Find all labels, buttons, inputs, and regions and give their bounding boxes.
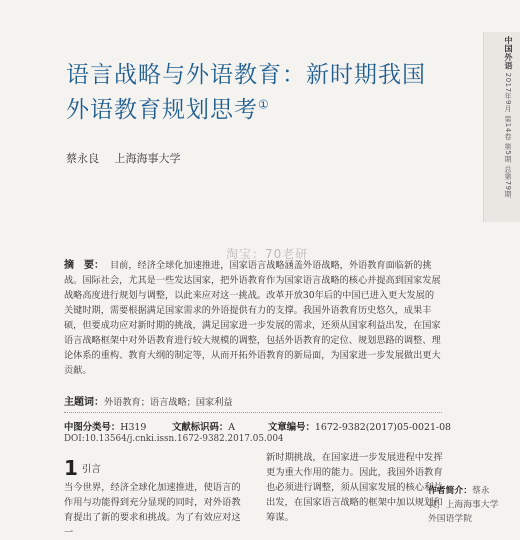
abstract-text: 目前，经济全球化加速推进，国家语言战略涵盖外语战略，外语教育面临新的挑战。国际社会，尤其是一些发达国家，把外语教育作为国家语言战略的核心并提高到国家发展战略高度进行规划与调整，以此来应对这一挑战。改革开放30年后的中国已进入更大发展的关键时期，需要根据满足国家需求的外语提供有力的支撑。我国外语教育历史悠久，成果丰硕，但要成功应对新时期的挑战，满足国家进一步发展的需求，还须从国家利益出发，在国家语言战略框架中对外语教育进行较大规模的调整，包括外语教育的定位、规划思路的调整、理论体系的重构、教育大纲的制定等，从而开拓外语教育的新局面，为国家进一步发展做出更大贡献。 [64,260,441,376]
clc-number: 中图分类号：H319 [64,422,147,433]
body-column-right: 新时期挑战，在国家进一步发展进程中发挥更为重大作用的能力。因此，我国外语教育也必须进行调整，须从国家发展的核心利益出发，在国家语言战略的框架中加以规划和筹谋。 [266,452,443,523]
meta-divider [64,412,442,413]
journal-side-strip [483,32,520,222]
section-heading [64,456,101,480]
doi: DOI:10.13564/j.cnki.issn.1672-9382.2017.05.004 [64,434,284,444]
keywords [64,393,442,408]
meta-row [64,419,452,434]
document-code: 文献标识码：A [172,422,236,433]
body-column-left: 当今世界，经济全球化加速推进，使语言的作用与功能得到充分显现的同时，对外语教育提出了新的要求和挑战。为了有效应对这一 [64,482,241,538]
abstract [64,258,442,378]
author-note-text: 蔡永良，上海海事大学外国语学院 [428,486,499,524]
author-note-label: 作者简介： [428,486,472,496]
article-title-text: 语言战略与外语教育：新时期我国外语教育规划思考 [66,62,426,123]
abstract-label: 摘 要： [64,260,104,271]
author-affiliation: 上海海事大学 [114,152,181,165]
article-meta [64,419,452,444]
title-footnote-mark: ① [258,97,270,112]
journal-side-text [503,36,514,198]
section-number: 1 [64,456,78,480]
journal-volume: 第14卷 第5期 [504,115,512,163]
article-number: 文章编号：1672-9382(2017)05-0021-08 [268,422,452,433]
journal-name: 中国外语 [504,36,513,70]
keywords-label: 主题词： [64,397,104,408]
journal-issue: 总第79期 [504,165,512,198]
watermark: 淘宝：70老研 [226,247,309,261]
keywords-text: 外语教育；语言战略；国家利益 [104,397,233,408]
journal-date: 2017年9月 [504,72,512,113]
article-title [66,58,446,128]
author-name: 蔡永良 [66,152,99,165]
section-name: 引言 [81,464,101,475]
author-line [66,150,193,166]
